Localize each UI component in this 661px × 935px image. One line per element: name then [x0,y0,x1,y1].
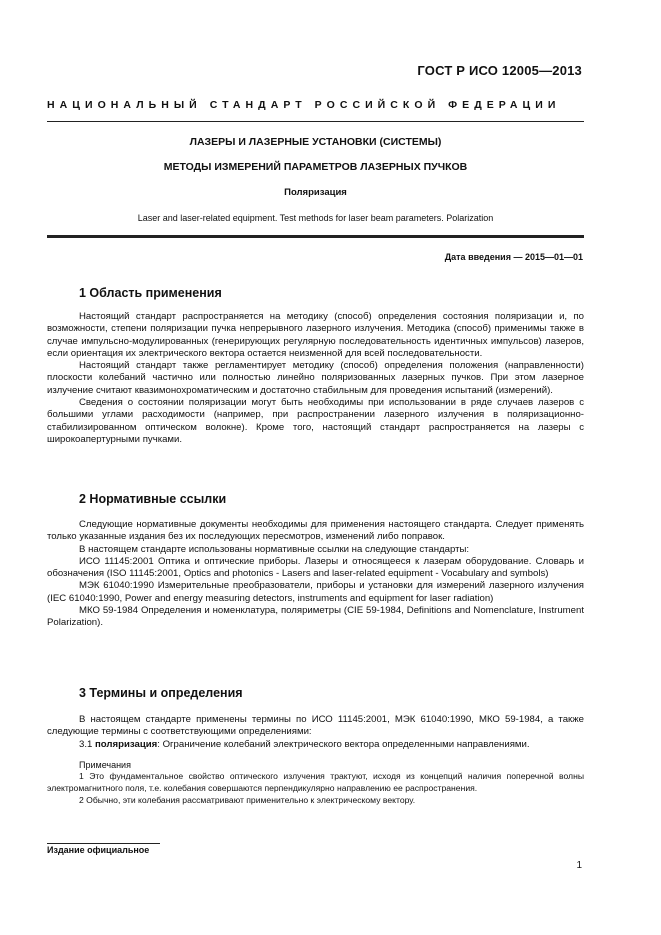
reference-item: МЭК 61040:1990 Измерительные преобразователи, приборы и установки для измерений лазерного излучения (IEC 61040:1990, Power and energy measuring detectors, instruments and equipment for laser radiation) [47,580,584,604]
paragraph: В настоящем стандарте использованы нормативные ссылки на следующие стандарты: [79,543,470,555]
paragraph: Следующие нормативные документы необходимы для применения настоящего стандарта. Следует применять только указанные издания без их последующих пересмотров, изменений либо поправок. [47,519,584,543]
paragraph: В настоящем стандарте применены термины по ИСО 11145:2001, МЭК 61040:1990, МКО 59-1984, а также следующие термины с соответствующими определениями: [47,714,584,738]
standard-code: ГОСТ Р ИСО 12005—2013 [417,63,582,78]
note: 1 Это фундаментальное свойство оптического излучения трактуют, исходя из концепций наличия поперечной волны электромагнитного поля, т.е. колебания совершаются перпендикулярно направлению ее распространения. [47,771,584,793]
footer-divider [47,843,160,844]
paragraph: Настоящий стандарт распространяется на методику (способ) определения состояния поляризации и, по возможности, степени поляризации пучка непрерывного лазерного излучения. Методика (способ) применимы также в случае импульсно-модулированных (генерирующих регулярную последовательность идентичных импульсов) лазеров, если ориентация их электрического вектора остается неизменной для всей последовательности. [47,311,584,359]
reference-item: ИСО 11145:2001 Оптика и оптические приборы. Лазеры и относящееся к лазерам оборудование. Словарь и обозначения (ISO 11145:2001, Optics and photonics - Lasers and laser-related equipment - Vocabulary and symbols) [47,555,584,580]
term-definition [47,739,584,751]
note: 2 Обычно, эти колебания рассматривают применительно к электрическому вектору. [79,794,416,805]
document-part-title: Поляризация [284,187,347,198]
section-heading: 3 Термины и определения [79,686,243,700]
page-number: 1 [576,860,582,871]
title-divider [47,235,584,238]
paragraph: Сведения о состоянии поляризации могут быть необходимы при использовании в ряде случаев лазеров с большими углами расходимости (например, при распространении лазерного излучения в поляризационно-стабилизированном оптическом волокне). Кроме того, настоящий стандарт распространяется на лазеры с широкоапертурными пучками. [47,397,584,445]
document-title: ЛАЗЕРЫ И ЛАЗЕРНЫЕ УСТАНОВКИ (СИСТЕМЫ) [189,136,442,148]
reference-item: МКО 59-1984 Определения и номенклатура, поляриметры (CIE 59-1984, Definitions and Nomenclature, Instrument Polarization). [47,605,584,629]
section-heading: 1 Область применения [79,286,222,300]
english-title: Laser and laser-related equipment. Test methods for laser beam parameters. Polarization [137,213,494,223]
section-heading: 2 Нормативные ссылки [79,492,227,506]
definition: : Ограничение колебаний электрического вектора определенными направлениями. [157,738,530,750]
term: поляризация [95,738,158,750]
top-divider [47,121,584,122]
paragraph: Настоящий стандарт также регламентирует методику (способ) определения положения (направленности) плоскости колебаний частично или полностью линейно поляризованных лазерных пучков. При этом лазерное излучение считают квазимонохроматическим и достаточно стабильным для проведения испытаний (измерений). [47,360,584,396]
section-normative-references [47,492,584,630]
edition-label: Издание официальное [47,845,150,855]
introduction-date: Дата введения — 2015—01—01 [444,252,583,262]
notes-title: Примечания [79,759,131,770]
document-subtitle: МЕТОДЫ ИЗМЕРЕНИЙ ПАРАМЕТРОВ ЛАЗЕРНЫХ ПУЧКОВ [163,161,468,173]
national-standard-title: НАЦИОНАЛЬНЫЙ СТАНДАРТ РОССИЙСКОЙ ФЕДЕРАЦИИ [47,99,561,111]
section-scope [47,286,584,446]
term-number: 3.1 [79,738,93,750]
section-terms [47,686,584,806]
